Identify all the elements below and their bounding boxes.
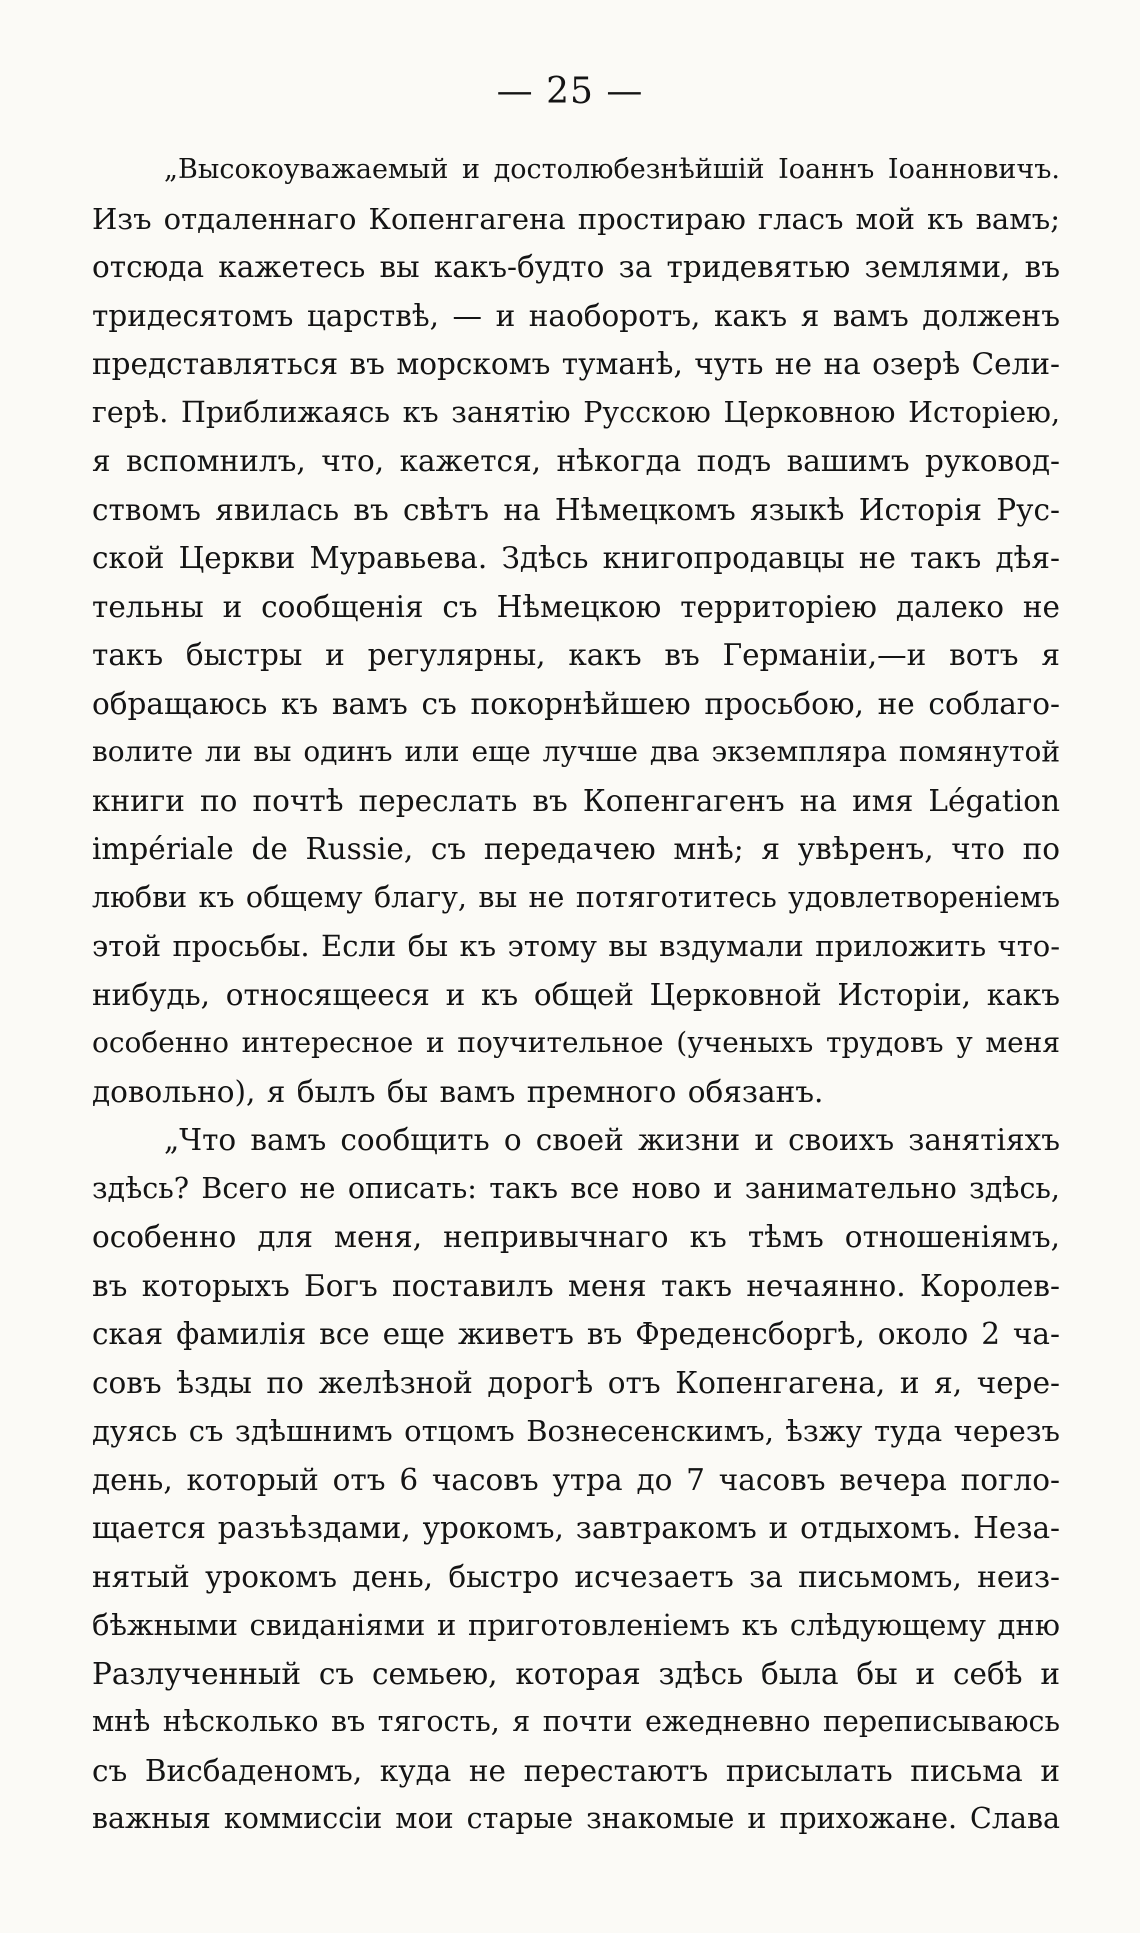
text-line: ская фамилія все еще живетъ въ Фреденсборгѣ, около 2 ча- [92, 1317, 1060, 1351]
text-line: нятый урокомъ день, быстро исчезаетъ за письмомъ, неиз- [92, 1559, 1060, 1594]
text-line: особенно для меня, непривычнаго къ тѣмъ отношеніямъ, [92, 1220, 1060, 1254]
text-line: я вспомнилъ, что, кажется, нѣкогда подъ вашимъ руковод- [92, 444, 1060, 478]
text-line: важныя коммиссіи мои старые знакомые и прихожане. Слава [92, 1802, 1060, 1835]
text-line: здѣсь? Всего не описать: такъ все ново и занимательно здѣсь, [92, 1171, 1060, 1205]
text-line: ствомъ явилась въ свѣтъ на Нѣмецкомъ языкѣ Исторія Рус- [92, 492, 1060, 527]
text-line: тридесятомъ царствѣ, — и наоборотъ, какъ я вамъ долженъ [92, 298, 1060, 333]
text-line: „Высокоуважаемый и достолюбезнѣйшій Іоаннъ Іоанновичъ. [164, 154, 1060, 185]
text-line: мнѣ нѣсколько въ тягость, я почти ежедневно переписываюсь [92, 1705, 1060, 1738]
text-line: тельны и сообщенія съ Нѣмецкою территоріею далеко не [92, 589, 1060, 624]
text-line: impériale de Russie, съ передачею мнѣ; я увѣренъ, что по [92, 832, 1060, 866]
text-line: съ Висбаденомъ, куда не перестаютъ присылать письма и [92, 1753, 1060, 1788]
text-line: волите ли вы одинъ или еще лучше два экземпляра помянутой [92, 735, 1060, 768]
text-line: дуясь съ здѣшнимъ отцомъ Вознесенскимъ, ѣзжу туда черезъ [92, 1414, 1060, 1448]
text-line: представляться въ морскомъ туманѣ, чуть не на озерѣ Сели- [92, 347, 1060, 381]
text-line: Разлученный съ семьею, которая здѣсь была бы и себѣ и [92, 1656, 1060, 1691]
text-line: нибудь, относящееся и къ общей Церковной Исторіи, какъ [92, 977, 1060, 1012]
text-line: въ которыхъ Богъ поставилъ меня такъ нечаянно. Королев- [92, 1268, 1060, 1303]
text-line: щается разъѣздами, урокомъ, завтракомъ и отдыхомъ. Неза- [92, 1511, 1060, 1545]
letter-text [92, 146, 1060, 1844]
text-line: обращаюсь къ вамъ съ покорнѣйшею просьбою, не соблаго- [92, 686, 1060, 721]
text-line: книги по почтѣ переслать въ Копенгагенъ на имя Légation [92, 783, 1060, 818]
text-line: любви къ общему благу, вы не потяготитесь удовлетвореніемъ [92, 880, 1060, 914]
text-line: совъ ѣзды по желѣзной дорогѣ отъ Копенгагена, и я, чере- [92, 1365, 1060, 1400]
text-line: этой просьбы. Если бы къ этому вы вздумали приложить что- [92, 929, 1060, 963]
text-line: бѣжными свиданіями и приготовленіемъ къ слѣдующему дню [92, 1608, 1060, 1642]
text-line: особенно интересное и поучительное (ученыхъ трудовъ у меня [92, 1026, 1060, 1059]
text-line: отсюда кажетесь вы какъ-будто за тридевятью землями, въ [92, 250, 1060, 284]
text-line: такъ быстры и регулярны, какъ въ Германіи,—и вотъ я [92, 638, 1060, 672]
text-line: день, который отъ 6 часовъ утра до 7 часовъ вечера погло- [92, 1462, 1060, 1497]
text-line: герѣ. Приближаясь къ занятію Русскою Церковною Исторіею, [92, 395, 1060, 429]
text-line: Изъ отдаленнаго Копенгагена простираю гласъ мой къ вамъ; [92, 201, 1060, 236]
text-line: „Что вамъ сообщить о своей жизни и своихъ занятіяхъ [164, 1123, 1060, 1157]
text-line: довольно), я былъ бы вамъ премного обязанъ. [92, 1074, 824, 1109]
page-number: — 25 — [496, 71, 644, 112]
text-line: ской Церкви Муравьева. Здѣсь книгопродавцы не такъ дѣя- [92, 541, 1060, 575]
